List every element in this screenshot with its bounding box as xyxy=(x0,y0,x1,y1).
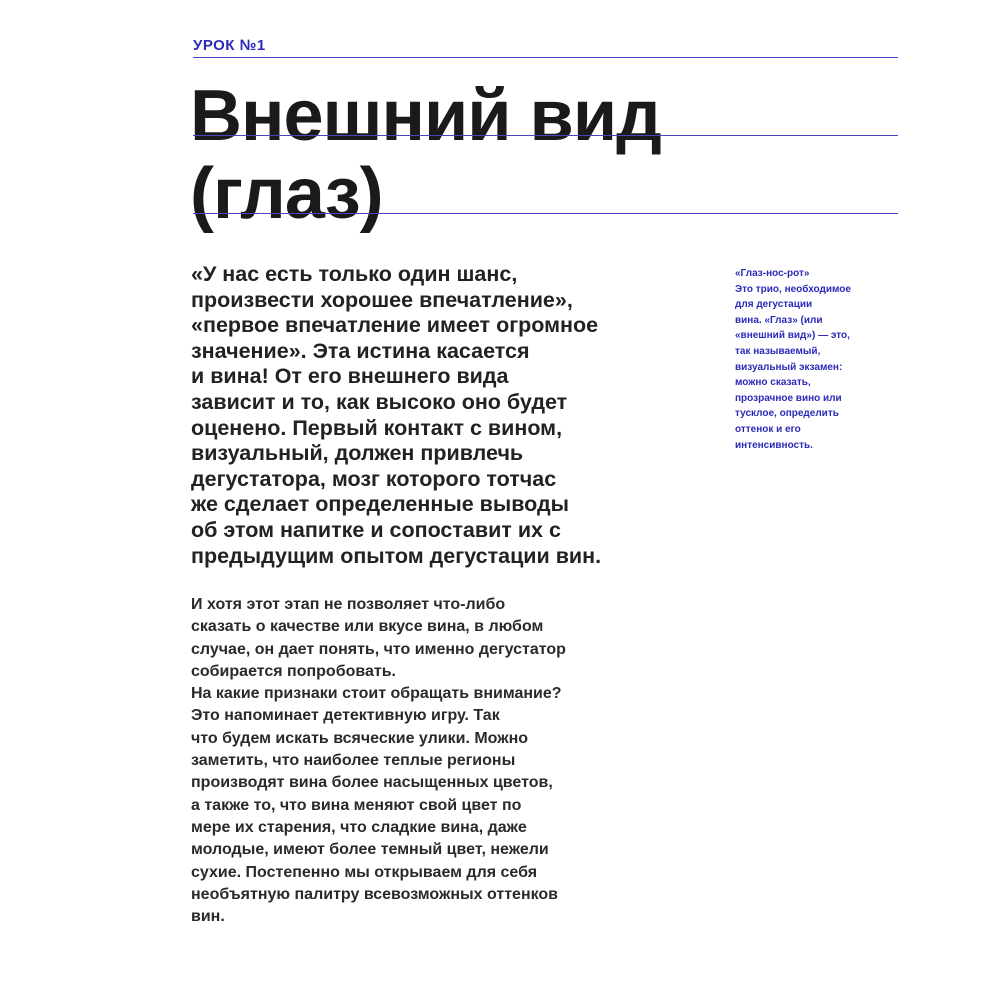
lead-line: предыдущим опытом дегустации вин. xyxy=(191,543,602,568)
body-paragraph xyxy=(191,594,671,928)
page-title-line-2: (глаз) xyxy=(190,154,383,234)
lead-line: дегустатора, мозг которого тотчас xyxy=(191,466,557,491)
title-rule-1 xyxy=(193,135,898,136)
sidenote-line: «Глаз-нос-рот» xyxy=(735,268,810,279)
sidenote-line: так называемый, xyxy=(735,345,821,357)
sidenote-line: Это трио, необходимое xyxy=(735,283,851,295)
body-line: необъятную палитру всевозможных оттенков xyxy=(191,885,559,903)
body-line: что будем искать всяческие улики. Можно xyxy=(191,729,529,747)
body-line: мере их старения, что сладкие вина, даже xyxy=(191,818,527,836)
lead-paragraph xyxy=(191,262,691,569)
sidenote-line: визуальный экзамен: xyxy=(735,361,843,373)
lead-line: и вина! От его внешнего вида xyxy=(191,364,509,389)
sidenote-line: прозрачное вино или xyxy=(735,392,842,404)
top-rule xyxy=(193,57,898,58)
sidenote-line: тусклое, определить xyxy=(735,408,839,420)
body-line: вин. xyxy=(191,908,225,926)
lead-line: произвести хорошее впечатление», xyxy=(191,287,573,312)
body-line: На какие признаки стоит обращать внимание? xyxy=(191,685,562,703)
body-line: заметить, что наиболее теплые регионы xyxy=(191,752,516,770)
body-line: случае, он дает понять, что именно дегустатор xyxy=(191,640,566,658)
lead-line: значение». Эта истина касается xyxy=(191,338,530,363)
body-line: молодые, имеют более темный цвет, нежели xyxy=(191,841,549,859)
lead-line: визуальный, должен привлечь xyxy=(191,441,524,466)
lead-line: «У нас есть только один шанс, xyxy=(191,262,518,286)
lead-line: об этом напитке и сопоставит их с xyxy=(191,517,561,542)
body-line: производят вина более насыщенных цветов, xyxy=(191,774,553,792)
body-line: а также то, что вина меняют свой цвет по xyxy=(191,796,522,814)
sidenote-line: оттенок и его xyxy=(735,423,801,435)
body-line: сухие. Постепенно мы открываем для себя xyxy=(191,863,538,881)
body-line: собирается попробовать. xyxy=(191,662,396,680)
sidenote-line: вина. «Глаз» (или xyxy=(735,314,823,326)
title-rule-2 xyxy=(193,213,898,214)
lead-line: «первое впечатление имеет огромное xyxy=(191,313,599,338)
body-line: сказать о качестве или вкусе вина, в любом xyxy=(191,618,544,636)
lead-line: зависит и то, как высоко оно будет xyxy=(191,389,568,414)
page-title-line-1: Внешний вид xyxy=(190,76,661,156)
body-line: И хотя этот этап не позволяет что-либо xyxy=(191,596,506,613)
body-line: Это напоминает детективную игру. Так xyxy=(191,707,500,725)
lesson-label: УРОК №1 xyxy=(193,37,266,54)
sidenote-line: «внешний вид») — это, xyxy=(735,330,850,342)
sidenote xyxy=(735,266,895,453)
sidenote-line: можно сказать, xyxy=(735,377,811,389)
sidenote-line: интенсивность. xyxy=(735,439,813,451)
lead-line: оценено. Первый контакт с вином, xyxy=(191,415,563,440)
sidenote-line: для дегустации xyxy=(735,299,813,311)
lead-line: же сделает определенные выводы xyxy=(191,492,570,517)
